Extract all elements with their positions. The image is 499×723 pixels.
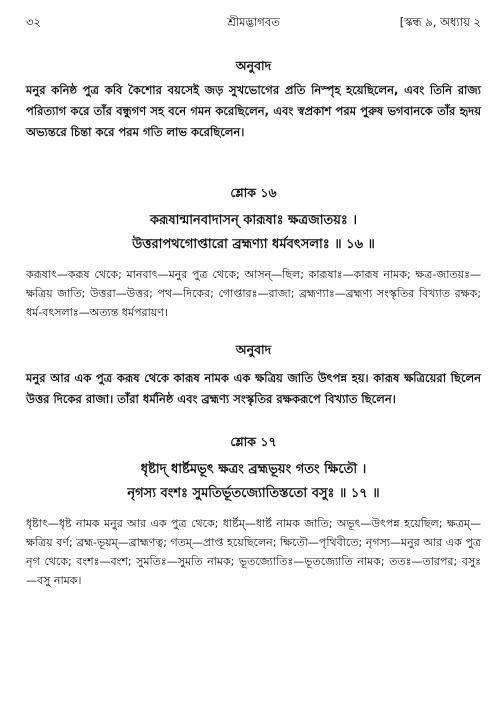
section-reference: [স্কন্ধ ৯, অধ্যায় ২ [399,15,481,29]
spacer [26,410,481,434]
verse-16-line-1: করূষান্মানবাদাসন্ কারূষাঃ ক্ষত্রজাতয়ঃ । [149,213,358,228]
verse-17-label: শ্লোক ১৭ [230,434,277,449]
page-header [26,0,481,36]
spacer [26,322,481,342]
verse-16-label: শ্লোক ১৬ [230,185,277,200]
page-number: ৩২ [26,15,41,29]
book-title: শ্রীমদ্ভাগবত [227,15,280,29]
spacer [26,506,481,514]
spacer [26,257,481,265]
verse-16-synonyms: করূষাৎ—করূষ থেকে; মানবাৎ—মনুর পুত্র থেকে; আসন্—ছিল; কারূষাঃ—কারূষ নামক; ক্ষত্র-জাতয়ঃ—ক্ষত্রিয় জাতি; উত্তরা—উত্তর; পথ—দিকের; গোপ্তারঃ—রাজা; ব্রহ্মণ্যাঃ—ব্রহ্মণ্য সংস্কৃতির বিখ্যাত রক্ষক; ধর্ম-বৎসলাঃ—অত্যন্ত ধর্মপরায়ণ। [26,268,481,319]
verse-16-translation: মনুর আর এক পুত্র করূষ থেকে কারূষ নামক এক ক্ষত্রিয় জাতি উৎপন্ন হয়। কারূষ ক্ষত্রিয়েরা ছিলেন উত্তর দিকের রাজা। তাঁরা ধর্মনিষ্ঠ এবং ব্রহ্মণ্য সংস্কৃতির রক্ষকরূপে বিখ্যাত ছিলেন। [26,371,481,406]
translation-heading: অনুবাদ [235,58,272,73]
verse-16-translation-heading: অনুবাদ [235,342,272,357]
verse-17-synonyms: ধৃষ্টাৎ—ধৃষ্ট নামক মনুর আর এক পুত্র থেকে; ধার্ষ্টম্—ধার্ষ্ট নামক জাতি; অভূৎ—উৎপন্ন হয়েছিল; ক্ষত্রম্—ক্ষত্রিয় বর্ণ; ব্রহ্ম-ভূয়ম্—ব্রাহ্মণত্ব; গতম্—প্রাপ্ত হয়েছিলেন; ক্ষিতৌ—পৃথিবীতে; নৃগস্য—মনুর আর এক পুত্র নৃগ থেকে; বংশঃ—বংশ; সুমতিঃ—সুমতি নামক; ভূতজ্যোতিঃ—ভূতজ্যোতি নামক; ততঃ—তারপর; বসুঃ—বসু নামক। [26,517,481,587]
spacer [26,143,481,185]
verse-17-line-1: ধৃষ্টাদ্ ধার্ষ্টমভূৎ ক্ষত্রং ব্রহ্মভূয়ং গতং ক্ষিতৌ । [140,462,367,477]
verse-17-line-2: নৃগস্য বংশঃ সুমতির্ভূতজ্যোতিস্ততো বসুঃ ॥ ১৭ ॥ [127,486,380,501]
spacer [26,36,481,58]
verse-16-line-2: উত্তরাপথগোপ্তারো ব্রহ্মণ্যা ধর্মবৎসলাঃ ॥ ১৬ ॥ [132,237,375,252]
translation-text: মনুর কনিষ্ঠ পুত্র কবি কৈশোর বয়সেই জড় সুখভোগের প্রতি নিস্পৃহ হয়েছিলেন, এবং তিনি রাজ্য পরিত্যাগ করে তাঁর বন্ধুগণ সহ বনে গমন করেছিলেন, এবং স্বপ্রকাশ পরম পুরুষ ভগবানকে তাঁর হৃদয় অভ্যন্তরে চিন্তা করে পরম গতি লাভ করেছিলেন। [26,83,481,139]
